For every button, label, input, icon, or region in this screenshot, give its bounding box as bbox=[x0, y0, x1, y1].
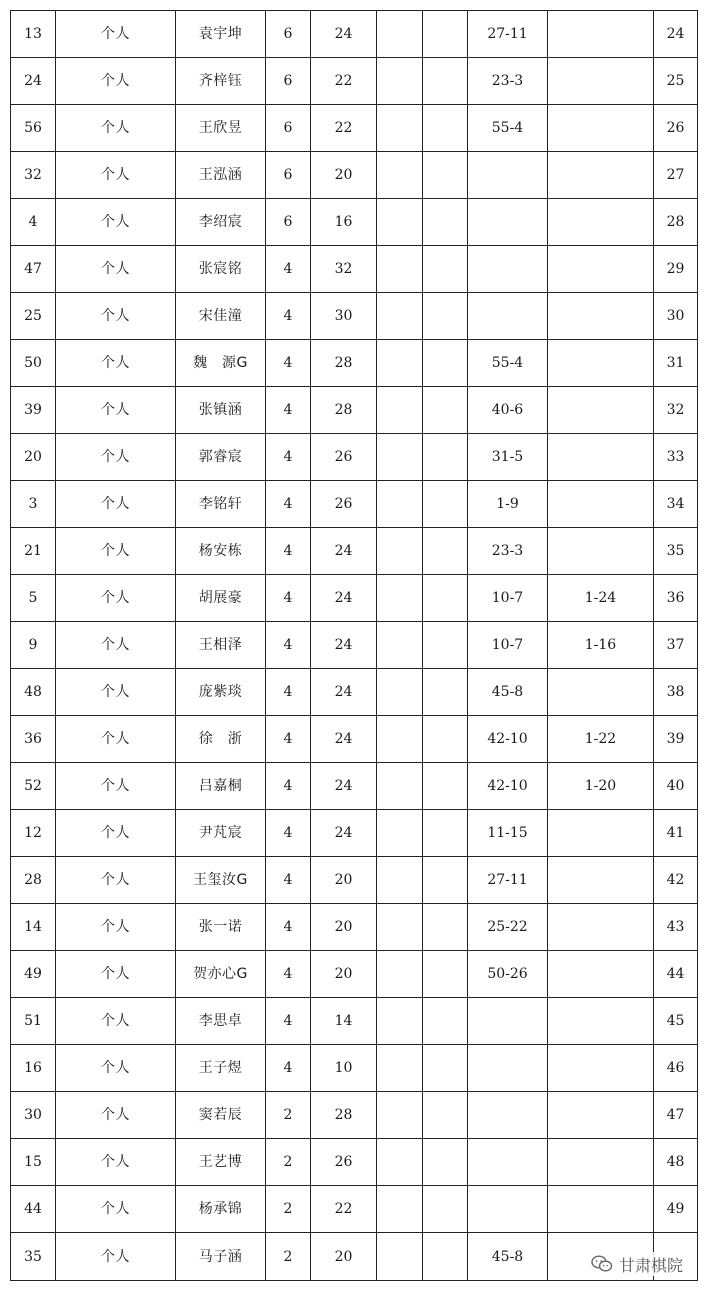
player-number-cell: 21 bbox=[11, 528, 56, 575]
result-cell bbox=[468, 199, 548, 246]
score-cell: 4 bbox=[266, 904, 311, 951]
player-name-cell: 马子涵 bbox=[176, 1233, 266, 1281]
small-score-cell: 20 bbox=[311, 1233, 377, 1281]
extra-cell bbox=[548, 246, 654, 293]
player-number-cell: 24 bbox=[11, 58, 56, 105]
rank-cell: 43 bbox=[654, 904, 698, 951]
rank-cell: 45 bbox=[654, 998, 698, 1045]
table-row bbox=[11, 387, 698, 434]
player-number-cell: 14 bbox=[11, 904, 56, 951]
score-cell: 4 bbox=[266, 1045, 311, 1092]
extra-cell bbox=[548, 152, 654, 199]
entry-type-cell: 个人 bbox=[56, 1092, 176, 1139]
results-table bbox=[10, 10, 698, 1281]
table-row bbox=[11, 1045, 698, 1092]
score-cell: 6 bbox=[266, 199, 311, 246]
empty-cell bbox=[423, 293, 468, 340]
empty-cell bbox=[377, 387, 423, 434]
extra-cell bbox=[548, 998, 654, 1045]
small-score-cell: 20 bbox=[311, 951, 377, 998]
empty-cell bbox=[377, 998, 423, 1045]
rank-cell: 39 bbox=[654, 716, 698, 763]
entry-type-cell: 个人 bbox=[56, 998, 176, 1045]
table-row bbox=[11, 716, 698, 763]
rank-cell: 24 bbox=[654, 11, 698, 58]
small-score-cell: 28 bbox=[311, 387, 377, 434]
player-name-cell: 李铭轩 bbox=[176, 481, 266, 528]
player-name-cell: 杨安栋 bbox=[176, 528, 266, 575]
small-score-cell: 14 bbox=[311, 998, 377, 1045]
small-score-cell: 24 bbox=[311, 669, 377, 716]
table-row bbox=[11, 669, 698, 716]
player-name-cell: 吕嘉桐 bbox=[176, 763, 266, 810]
player-name-cell: 王相泽 bbox=[176, 622, 266, 669]
empty-cell bbox=[423, 152, 468, 199]
empty-cell bbox=[377, 105, 423, 152]
empty-cell bbox=[423, 481, 468, 528]
player-number-cell: 47 bbox=[11, 246, 56, 293]
result-cell: 55-4 bbox=[468, 105, 548, 152]
score-cell: 4 bbox=[266, 434, 311, 481]
entry-type-cell: 个人 bbox=[56, 58, 176, 105]
table-row bbox=[11, 998, 698, 1045]
small-score-cell: 10 bbox=[311, 1045, 377, 1092]
player-name-cell: 李绍宸 bbox=[176, 199, 266, 246]
extra-cell bbox=[548, 11, 654, 58]
score-cell: 4 bbox=[266, 951, 311, 998]
empty-cell bbox=[423, 246, 468, 293]
result-cell: 40-6 bbox=[468, 387, 548, 434]
rank-cell: 38 bbox=[654, 669, 698, 716]
table-row bbox=[11, 246, 698, 293]
empty-cell bbox=[423, 1186, 468, 1233]
score-cell: 4 bbox=[266, 763, 311, 810]
player-number-cell: 32 bbox=[11, 152, 56, 199]
empty-cell bbox=[377, 716, 423, 763]
small-score-cell: 26 bbox=[311, 434, 377, 481]
result-cell: 23-3 bbox=[468, 58, 548, 105]
empty-cell bbox=[423, 904, 468, 951]
small-score-cell: 26 bbox=[311, 481, 377, 528]
empty-cell bbox=[423, 58, 468, 105]
result-cell: 45-8 bbox=[468, 669, 548, 716]
small-score-cell: 22 bbox=[311, 105, 377, 152]
table-row bbox=[11, 763, 698, 810]
small-score-cell: 26 bbox=[311, 1139, 377, 1186]
table-row bbox=[11, 11, 698, 58]
entry-type-cell: 个人 bbox=[56, 246, 176, 293]
player-number-cell: 35 bbox=[11, 1233, 56, 1281]
player-number-cell: 15 bbox=[11, 1139, 56, 1186]
player-name-cell: 袁宇坤 bbox=[176, 11, 266, 58]
extra-cell bbox=[548, 904, 654, 951]
entry-type-cell: 个人 bbox=[56, 763, 176, 810]
extra-cell bbox=[548, 1045, 654, 1092]
extra-cell: 1-16 bbox=[548, 622, 654, 669]
small-score-cell: 20 bbox=[311, 904, 377, 951]
score-cell: 4 bbox=[266, 293, 311, 340]
result-cell: 31-5 bbox=[468, 434, 548, 481]
empty-cell bbox=[423, 199, 468, 246]
empty-cell bbox=[377, 199, 423, 246]
empty-cell bbox=[423, 998, 468, 1045]
result-cell: 27-11 bbox=[468, 857, 548, 904]
rank-cell: 42 bbox=[654, 857, 698, 904]
empty-cell bbox=[377, 622, 423, 669]
extra-cell bbox=[548, 340, 654, 387]
extra-cell bbox=[548, 1186, 654, 1233]
player-name-cell: 王子煜 bbox=[176, 1045, 266, 1092]
score-cell: 4 bbox=[266, 669, 311, 716]
result-cell: 23-3 bbox=[468, 528, 548, 575]
table-row bbox=[11, 340, 698, 387]
empty-cell bbox=[423, 105, 468, 152]
small-score-cell: 24 bbox=[311, 575, 377, 622]
empty-cell bbox=[377, 434, 423, 481]
small-score-cell: 24 bbox=[311, 810, 377, 857]
score-cell: 4 bbox=[266, 246, 311, 293]
small-score-cell: 24 bbox=[311, 528, 377, 575]
result-cell: 25-22 bbox=[468, 904, 548, 951]
player-name-cell: 徐 浙 bbox=[176, 716, 266, 763]
player-name-cell: 魏 源G bbox=[176, 340, 266, 387]
empty-cell bbox=[423, 1139, 468, 1186]
empty-cell bbox=[377, 1186, 423, 1233]
player-number-cell: 44 bbox=[11, 1186, 56, 1233]
entry-type-cell: 个人 bbox=[56, 528, 176, 575]
entry-type-cell: 个人 bbox=[56, 622, 176, 669]
result-cell bbox=[468, 1045, 548, 1092]
entry-type-cell: 个人 bbox=[56, 1045, 176, 1092]
result-cell: 1-9 bbox=[468, 481, 548, 528]
player-number-cell: 56 bbox=[11, 105, 56, 152]
small-score-cell: 32 bbox=[311, 246, 377, 293]
rank-cell: 31 bbox=[654, 340, 698, 387]
empty-cell bbox=[377, 763, 423, 810]
small-score-cell: 24 bbox=[311, 763, 377, 810]
player-name-cell: 窦若辰 bbox=[176, 1092, 266, 1139]
extra-cell bbox=[548, 951, 654, 998]
extra-cell bbox=[548, 387, 654, 434]
score-cell: 4 bbox=[266, 998, 311, 1045]
empty-cell bbox=[423, 810, 468, 857]
score-cell: 2 bbox=[266, 1092, 311, 1139]
table-row bbox=[11, 1092, 698, 1139]
wechat-icon bbox=[591, 1255, 613, 1273]
player-number-cell: 39 bbox=[11, 387, 56, 434]
table-row bbox=[11, 105, 698, 152]
player-number-cell: 25 bbox=[11, 293, 56, 340]
entry-type-cell: 个人 bbox=[56, 810, 176, 857]
empty-cell bbox=[423, 575, 468, 622]
entry-type-cell: 个人 bbox=[56, 575, 176, 622]
player-number-cell: 48 bbox=[11, 669, 56, 716]
small-score-cell: 24 bbox=[311, 11, 377, 58]
entry-type-cell: 个人 bbox=[56, 387, 176, 434]
player-number-cell: 3 bbox=[11, 481, 56, 528]
small-score-cell: 22 bbox=[311, 58, 377, 105]
empty-cell bbox=[377, 58, 423, 105]
rank-cell: 32 bbox=[654, 387, 698, 434]
small-score-cell: 20 bbox=[311, 857, 377, 904]
table-row bbox=[11, 1139, 698, 1186]
result-cell: 42-10 bbox=[468, 716, 548, 763]
entry-type-cell: 个人 bbox=[56, 199, 176, 246]
rank-cell: 47 bbox=[654, 1092, 698, 1139]
player-number-cell: 12 bbox=[11, 810, 56, 857]
score-cell: 4 bbox=[266, 857, 311, 904]
entry-type-cell: 个人 bbox=[56, 340, 176, 387]
entry-type-cell: 个人 bbox=[56, 1139, 176, 1186]
empty-cell bbox=[377, 1092, 423, 1139]
empty-cell bbox=[377, 810, 423, 857]
result-cell bbox=[468, 293, 548, 340]
score-cell: 4 bbox=[266, 810, 311, 857]
score-cell: 6 bbox=[266, 11, 311, 58]
player-name-cell: 齐梓钰 bbox=[176, 58, 266, 105]
table-row bbox=[11, 575, 698, 622]
entry-type-cell: 个人 bbox=[56, 152, 176, 199]
empty-cell bbox=[377, 951, 423, 998]
player-number-cell: 20 bbox=[11, 434, 56, 481]
result-cell bbox=[468, 1092, 548, 1139]
empty-cell bbox=[423, 669, 468, 716]
player-name-cell: 胡展豪 bbox=[176, 575, 266, 622]
rank-cell: 41 bbox=[654, 810, 698, 857]
empty-cell bbox=[377, 1139, 423, 1186]
extra-cell bbox=[548, 58, 654, 105]
extra-cell bbox=[548, 199, 654, 246]
empty-cell bbox=[423, 622, 468, 669]
player-number-cell: 49 bbox=[11, 951, 56, 998]
rank-cell: 44 bbox=[654, 951, 698, 998]
score-cell: 2 bbox=[266, 1233, 311, 1281]
table-row bbox=[11, 152, 698, 199]
extra-cell bbox=[548, 669, 654, 716]
rank-cell: 26 bbox=[654, 105, 698, 152]
score-cell: 4 bbox=[266, 575, 311, 622]
player-number-cell: 52 bbox=[11, 763, 56, 810]
player-name-cell: 王艺博 bbox=[176, 1139, 266, 1186]
table-body bbox=[11, 11, 698, 1281]
player-name-cell: 王欣昱 bbox=[176, 105, 266, 152]
empty-cell bbox=[377, 857, 423, 904]
player-number-cell: 50 bbox=[11, 340, 56, 387]
empty-cell bbox=[377, 481, 423, 528]
rank-cell: 48 bbox=[654, 1139, 698, 1186]
result-cell bbox=[468, 246, 548, 293]
entry-type-cell: 个人 bbox=[56, 293, 176, 340]
result-cell: 45-8 bbox=[468, 1233, 548, 1281]
small-score-cell: 22 bbox=[311, 1186, 377, 1233]
watermark bbox=[589, 1252, 685, 1276]
player-name-cell: 李思卓 bbox=[176, 998, 266, 1045]
result-cell: 11-15 bbox=[468, 810, 548, 857]
entry-type-cell: 个人 bbox=[56, 669, 176, 716]
result-cell: 27-11 bbox=[468, 11, 548, 58]
score-cell: 4 bbox=[266, 387, 311, 434]
table-row bbox=[11, 951, 698, 998]
result-cell: 10-7 bbox=[468, 622, 548, 669]
entry-type-cell: 个人 bbox=[56, 481, 176, 528]
table-row bbox=[11, 528, 698, 575]
rank-cell: 40 bbox=[654, 763, 698, 810]
player-number-cell: 16 bbox=[11, 1045, 56, 1092]
rank-cell: 37 bbox=[654, 622, 698, 669]
score-cell: 2 bbox=[266, 1139, 311, 1186]
player-number-cell: 51 bbox=[11, 998, 56, 1045]
score-cell: 4 bbox=[266, 528, 311, 575]
extra-cell bbox=[548, 810, 654, 857]
empty-cell bbox=[423, 11, 468, 58]
player-name-cell: 宋佳潼 bbox=[176, 293, 266, 340]
empty-cell bbox=[423, 951, 468, 998]
player-name-cell: 庞紫琰 bbox=[176, 669, 266, 716]
player-number-cell: 36 bbox=[11, 716, 56, 763]
table-row bbox=[11, 434, 698, 481]
entry-type-cell: 个人 bbox=[56, 1186, 176, 1233]
rank-cell: 36 bbox=[654, 575, 698, 622]
rank-cell: 49 bbox=[654, 1186, 698, 1233]
entry-type-cell: 个人 bbox=[56, 716, 176, 763]
table-row bbox=[11, 810, 698, 857]
extra-cell bbox=[548, 528, 654, 575]
result-cell: 10-7 bbox=[468, 575, 548, 622]
score-cell: 6 bbox=[266, 105, 311, 152]
empty-cell bbox=[423, 1045, 468, 1092]
empty-cell bbox=[423, 763, 468, 810]
player-name-cell: 张一诺 bbox=[176, 904, 266, 951]
empty-cell bbox=[377, 528, 423, 575]
small-score-cell: 24 bbox=[311, 716, 377, 763]
extra-cell bbox=[548, 293, 654, 340]
extra-cell bbox=[548, 481, 654, 528]
player-name-cell: 张镇涵 bbox=[176, 387, 266, 434]
score-cell: 4 bbox=[266, 340, 311, 387]
result-cell: 55-4 bbox=[468, 340, 548, 387]
table-row bbox=[11, 622, 698, 669]
entry-type-cell: 个人 bbox=[56, 105, 176, 152]
player-number-cell: 9 bbox=[11, 622, 56, 669]
small-score-cell: 28 bbox=[311, 340, 377, 387]
rank-cell: 46 bbox=[654, 1045, 698, 1092]
player-number-cell: 28 bbox=[11, 857, 56, 904]
empty-cell bbox=[377, 246, 423, 293]
player-number-cell: 30 bbox=[11, 1092, 56, 1139]
empty-cell bbox=[423, 1233, 468, 1281]
player-number-cell: 13 bbox=[11, 11, 56, 58]
empty-cell bbox=[377, 340, 423, 387]
empty-cell bbox=[377, 904, 423, 951]
result-cell: 42-10 bbox=[468, 763, 548, 810]
entry-type-cell: 个人 bbox=[56, 904, 176, 951]
entry-type-cell: 个人 bbox=[56, 857, 176, 904]
table-row bbox=[11, 199, 698, 246]
player-number-cell: 4 bbox=[11, 199, 56, 246]
player-name-cell: 贺亦心G bbox=[176, 951, 266, 998]
rank-cell: 28 bbox=[654, 199, 698, 246]
score-cell: 2 bbox=[266, 1186, 311, 1233]
empty-cell bbox=[423, 528, 468, 575]
result-cell: 50-26 bbox=[468, 951, 548, 998]
extra-cell bbox=[548, 1139, 654, 1186]
result-cell bbox=[468, 1139, 548, 1186]
table-row bbox=[11, 481, 698, 528]
table-row bbox=[11, 293, 698, 340]
extra-cell bbox=[548, 857, 654, 904]
extra-cell bbox=[548, 105, 654, 152]
empty-cell bbox=[423, 387, 468, 434]
extra-cell: 1-22 bbox=[548, 716, 654, 763]
rank-cell: 34 bbox=[654, 481, 698, 528]
empty-cell bbox=[377, 152, 423, 199]
empty-cell bbox=[423, 434, 468, 481]
player-name-cell: 郭睿宸 bbox=[176, 434, 266, 481]
entry-type-cell: 个人 bbox=[56, 1233, 176, 1281]
player-name-cell: 王玺汝G bbox=[176, 857, 266, 904]
empty-cell bbox=[423, 716, 468, 763]
player-number-cell: 5 bbox=[11, 575, 56, 622]
empty-cell bbox=[423, 857, 468, 904]
small-score-cell: 16 bbox=[311, 199, 377, 246]
player-name-cell: 尹芃宸 bbox=[176, 810, 266, 857]
extra-cell bbox=[548, 434, 654, 481]
score-cell: 4 bbox=[266, 716, 311, 763]
small-score-cell: 28 bbox=[311, 1092, 377, 1139]
rank-cell: 27 bbox=[654, 152, 698, 199]
empty-cell bbox=[377, 669, 423, 716]
rank-cell: 29 bbox=[654, 246, 698, 293]
score-cell: 4 bbox=[266, 622, 311, 669]
small-score-cell: 30 bbox=[311, 293, 377, 340]
result-cell bbox=[468, 1186, 548, 1233]
extra-cell bbox=[548, 1092, 654, 1139]
watermark-text: 甘肃棋院 bbox=[618, 1255, 683, 1275]
empty-cell bbox=[377, 1233, 423, 1281]
empty-cell bbox=[377, 293, 423, 340]
entry-type-cell: 个人 bbox=[56, 434, 176, 481]
small-score-cell: 24 bbox=[311, 622, 377, 669]
rank-cell: 35 bbox=[654, 528, 698, 575]
rank-cell: 25 bbox=[654, 58, 698, 105]
result-cell bbox=[468, 152, 548, 199]
rank-cell: 33 bbox=[654, 434, 698, 481]
player-name-cell: 王泓涵 bbox=[176, 152, 266, 199]
player-name-cell: 张宸铭 bbox=[176, 246, 266, 293]
entry-type-cell: 个人 bbox=[56, 11, 176, 58]
score-cell: 4 bbox=[266, 481, 311, 528]
empty-cell bbox=[377, 575, 423, 622]
entry-type-cell: 个人 bbox=[56, 951, 176, 998]
extra-cell: 1-20 bbox=[548, 763, 654, 810]
small-score-cell: 20 bbox=[311, 152, 377, 199]
table-row bbox=[11, 58, 698, 105]
result-cell bbox=[468, 998, 548, 1045]
empty-cell bbox=[423, 1092, 468, 1139]
table-row bbox=[11, 904, 698, 951]
empty-cell bbox=[423, 340, 468, 387]
extra-cell: 1-24 bbox=[548, 575, 654, 622]
rank-cell: 30 bbox=[654, 293, 698, 340]
score-cell: 6 bbox=[266, 152, 311, 199]
score-cell: 6 bbox=[266, 58, 311, 105]
empty-cell bbox=[377, 1045, 423, 1092]
empty-cell bbox=[377, 11, 423, 58]
table-row bbox=[11, 1186, 698, 1233]
table-row bbox=[11, 857, 698, 904]
player-name-cell: 杨承锦 bbox=[176, 1186, 266, 1233]
